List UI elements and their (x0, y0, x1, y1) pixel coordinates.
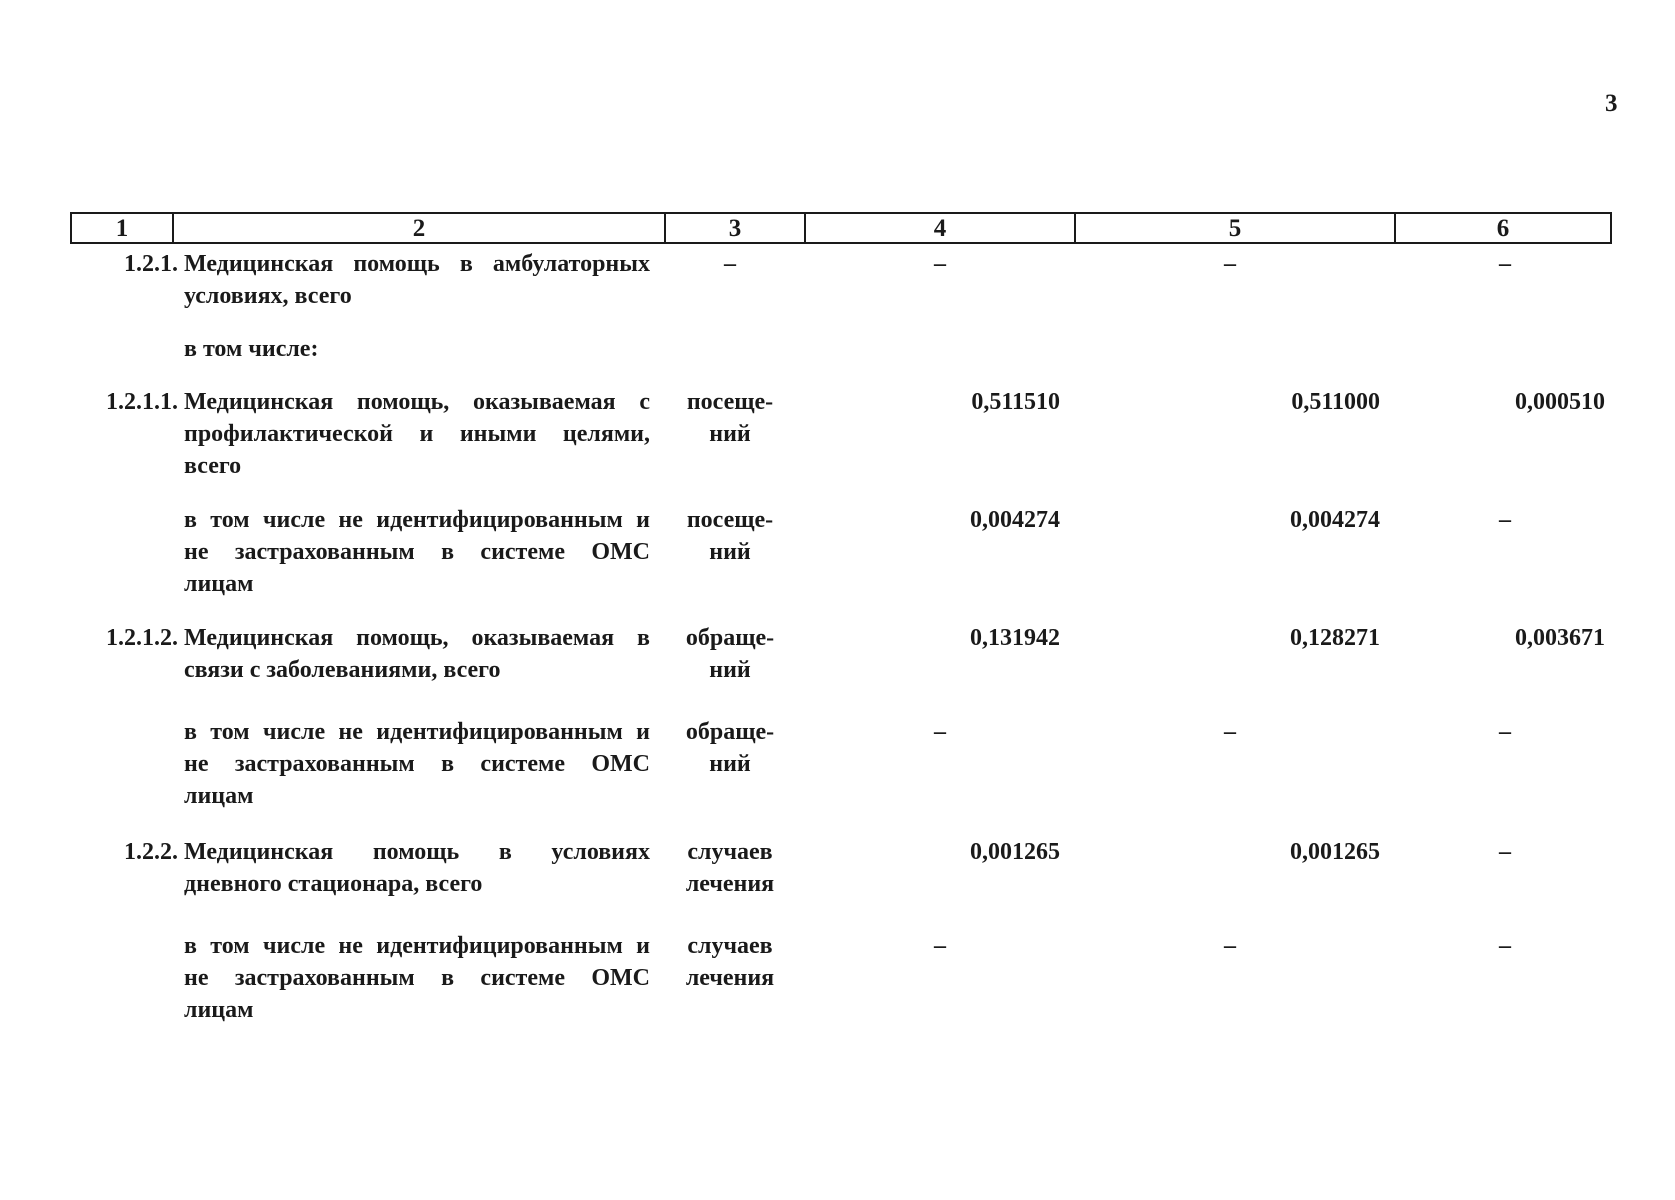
row-col6: – (1499, 507, 1511, 533)
row-unit-line: случаев (687, 933, 773, 959)
row-col4: 0,511510 (971, 389, 1060, 415)
table-header (70, 212, 1612, 244)
row-name-line: не застрахованным в системе ОМС (184, 539, 650, 565)
row-name (184, 716, 650, 812)
row-name-line: условиях, всего (184, 283, 352, 309)
header-col-5: 5 (1074, 214, 1394, 242)
row-col6: – (1499, 251, 1511, 277)
row-name-line: Медицинская помощь, оказываемая в (184, 625, 650, 651)
row-name-line: Медицинская помощь в условиях (184, 839, 650, 865)
row-col5: 0,511000 (1291, 389, 1380, 415)
row-col6: – (1499, 933, 1511, 959)
row-col4: 0,004274 (970, 507, 1060, 533)
header-col-2: 2 (172, 214, 664, 242)
row-name-line: в том числе не идентифицированным и (184, 933, 650, 959)
header-col-4: 4 (804, 214, 1074, 242)
row-col6: – (1499, 719, 1511, 745)
row-name-line: Медицинская помощь, оказываемая с (184, 389, 650, 415)
row-name (184, 622, 650, 686)
row-unit (660, 386, 800, 450)
row-name-line: связи с заболеваниями, всего (184, 657, 501, 683)
row-name-line: лицам (184, 571, 254, 597)
row-name (184, 333, 650, 365)
row-name-line: в том числе: (184, 336, 319, 362)
row-col4: – (934, 933, 946, 959)
row-unit-line: обраще- (685, 625, 775, 651)
row-unit-line: посеще- (686, 389, 774, 415)
row-unit-line: ний (709, 539, 751, 565)
row-name-line: всего (184, 453, 242, 479)
row-name-line: дневного стационара, всего (184, 871, 483, 897)
row-name-line: в том числе не идентифицированным и (184, 507, 650, 533)
row-unit (660, 836, 800, 900)
row-unit (660, 504, 800, 568)
row-col5: – (1224, 933, 1236, 959)
row-unit-line: случаев (687, 839, 773, 865)
row-col5: 0,128271 (1290, 625, 1380, 651)
row-unit-line: ний (709, 657, 751, 683)
row-unit-line: обраще- (685, 719, 775, 745)
row-name-line: не застрахованным в системе ОМС (184, 751, 650, 777)
row-unit (660, 716, 800, 780)
row-col5: 0,001265 (1290, 839, 1380, 865)
row-unit-line: посеще- (686, 507, 774, 533)
row-col4: 0,131942 (970, 625, 1060, 651)
header-col-1: 1 (115, 215, 129, 242)
row-number: 1.2.1.1. (106, 389, 178, 415)
row-name-line: Медицинская помощь в амбулаторных (184, 251, 650, 277)
row-number: 1.2.1. (124, 251, 178, 277)
page-number: 3 (1605, 90, 1618, 117)
row-number: 1.2.2. (124, 839, 178, 865)
row-unit-line: ний (709, 751, 751, 777)
row-name-line: не застрахованным в системе ОМС (184, 965, 650, 991)
header-col-6: 6 (1394, 214, 1610, 242)
row-name-line: лицам (184, 997, 254, 1023)
row-col6: 0,000510 (1515, 389, 1605, 415)
row-name (184, 248, 650, 312)
row-col6: – (1499, 839, 1511, 865)
row-name (184, 930, 650, 1026)
row-name-line: лицам (184, 783, 254, 809)
row-unit (660, 930, 800, 994)
row-name-line: в том числе не идентифицированным и (184, 719, 650, 745)
header-col-3: 3 (664, 214, 804, 242)
row-col5: – (1224, 251, 1236, 277)
row-col4: – (934, 251, 946, 277)
row-name (184, 386, 650, 482)
row-number: 1.2.1.2. (106, 625, 178, 651)
row-unit-line: лечения (685, 965, 775, 991)
row-unit-line: лечения (685, 871, 775, 897)
row-name-line: профилактической и иными целями, (184, 421, 650, 447)
row-col5: 0,004274 (1290, 507, 1380, 533)
row-name (184, 836, 650, 900)
row-unit (660, 622, 800, 686)
row-col5: – (1224, 719, 1236, 745)
row-col4: 0,001265 (970, 839, 1060, 865)
row-col6: 0,003671 (1515, 625, 1605, 651)
row-unit-line: ний (709, 421, 751, 447)
row-name (184, 504, 650, 600)
row-unit: – (724, 251, 736, 277)
row-col4: – (934, 719, 946, 745)
